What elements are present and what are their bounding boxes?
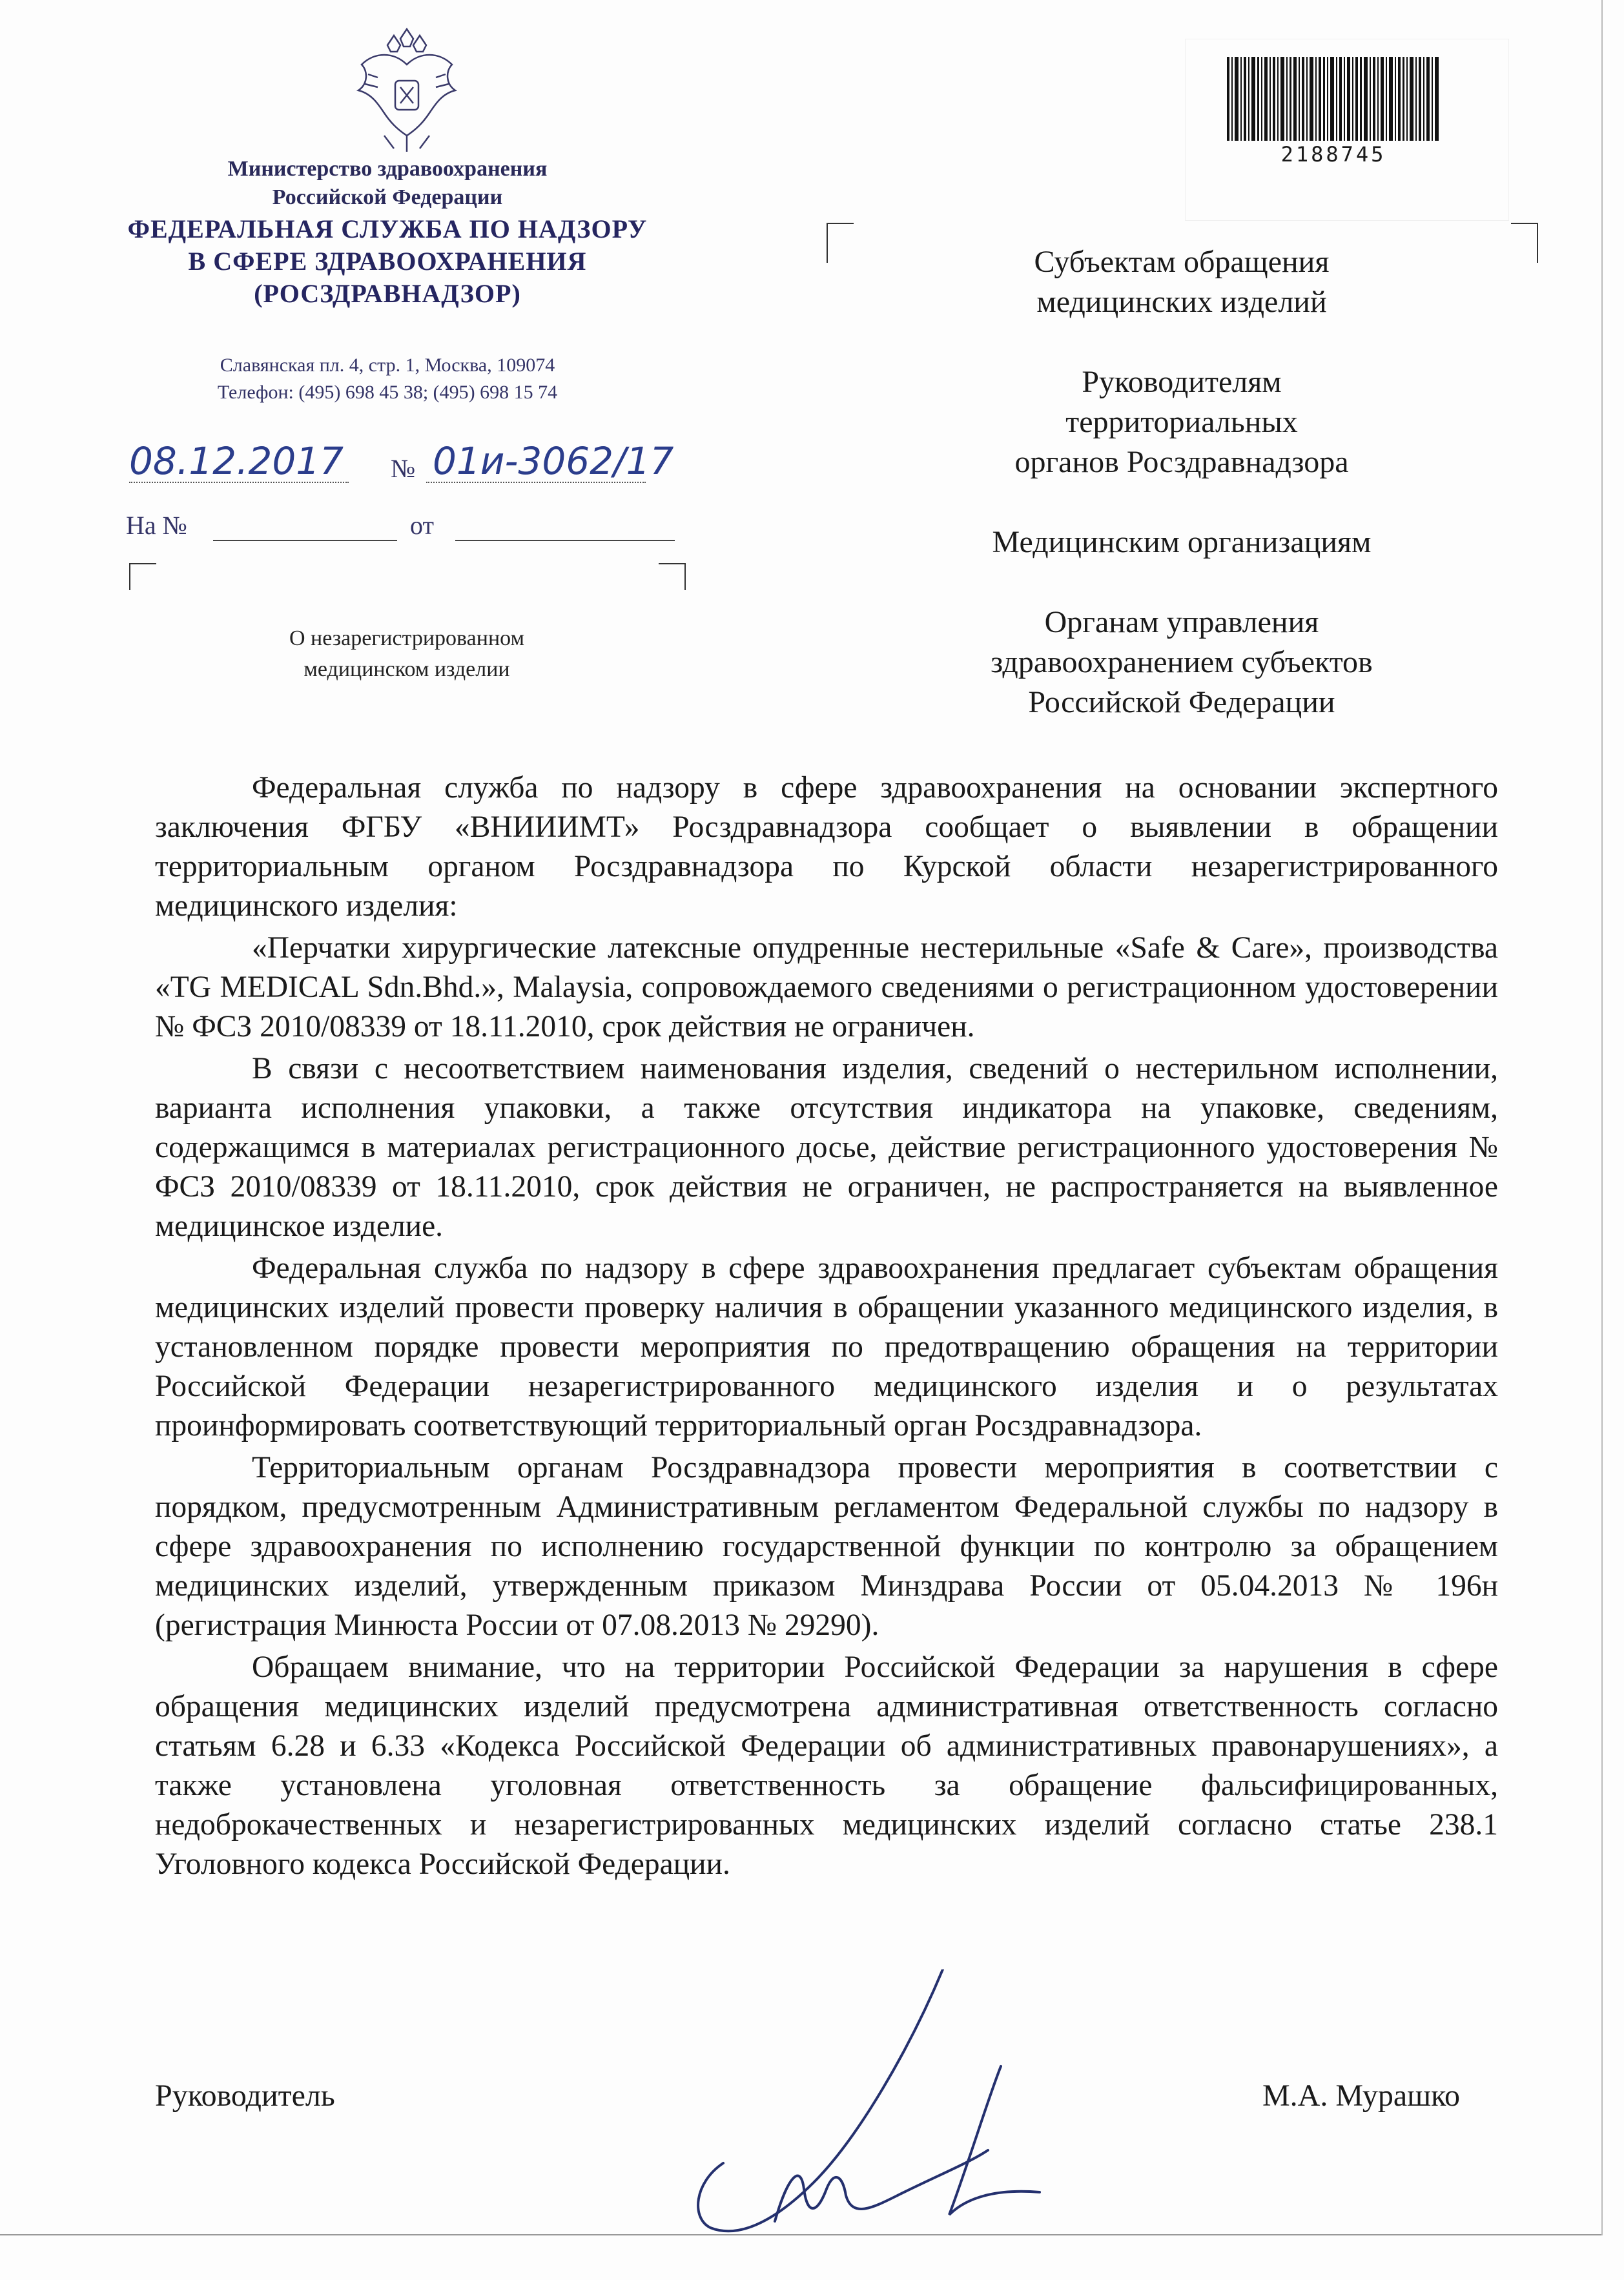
reference-date-field <box>455 540 675 541</box>
addressee-item <box>898 522 1466 562</box>
body-paragraph: Обращаем внимание, что на территории Российской Федерации за нарушения в сфере обращения медицинских изделий предусмотрена административная ответственность согласно статьям 6.28 и 6.33 «Кодекса Российской Федерации об административных правонарушениях», а также установлена уголовная ответственность за обращение фальсифицированных, недоброкачественных и незарегистрированных медицинских изделий согласно статье 238.1 Уголовного кодекса Российской Федерации. <box>155 1650 1498 1881</box>
barcode-icon <box>1227 57 1440 141</box>
addressee-line: Российской Федерации <box>1028 685 1335 719</box>
address-line: Телефон: (495) 698 45 38; (495) 698 15 74 <box>217 382 558 403</box>
bracket-corner <box>827 223 854 263</box>
addressee-list <box>898 242 1466 763</box>
ministry-line: Министерство здравоохранения <box>227 157 548 181</box>
number-sign: № <box>391 454 416 483</box>
handwritten-signature <box>665 1969 1078 2254</box>
service-line: В СФЕРЕ ЗДРАВООХРАНЕНИЯ <box>188 247 587 276</box>
addressee-line: Субъектам обращения <box>1034 245 1330 279</box>
ministry-name <box>161 155 613 212</box>
barcode-number: 2188745 <box>1280 142 1386 167</box>
body-paragraph: «Перчатки хирургические латексные опудренные нестерильные «Safe & Care», производства «TG MEDICAL Sdn.Bhd.», Malaysia, сопровождаемого сведениями о регистрационном удостоверении № ФСЗ 2010/08339 от 18.11.2010, срок действия не ограничен. <box>155 931 1498 1043</box>
addressee-line: Руководителям <box>1082 365 1282 399</box>
page-edge-bottom <box>0 2234 1601 2235</box>
addressee-item <box>898 242 1466 322</box>
subject-line: медицинском изделии <box>303 657 510 681</box>
ministry-line: Российской Федерации <box>272 185 503 209</box>
address-line: Славянская пл. 4, стр. 1, Москва, 109074 <box>220 354 555 376</box>
body-paragraph: Территориальным органам Росздравнадзора провести мероприятия в соответствии с порядком, предусмотренным Административным регламентом Федеральной службы по надзору в сфере здравоохранения по исполнению государственной функции по контролю за обращением медицинских изделий, утвержденным приказом Минздрава России от 05.04.2013 № 196н (регистрация Минюста России от 07.08.2013 № 29290). <box>155 1451 1498 1642</box>
bracket-corner <box>1511 223 1538 263</box>
addressee-item <box>898 362 1466 482</box>
body-paragraph: Федеральная служба по надзору в сфере здравоохранения предлагает субъектам обращения медицинских изделий провести проверку наличия в обращении указанного медицинского изделия, в установленном порядке провести мероприятия по предотвращению обращения на территории Российской Федерации незарегистрированного медицинского изделия и о результатах проинформировать соответствующий территориальный орган Росздравнадзора. <box>155 1251 1498 1443</box>
subject-line: О незарегистрированном <box>289 626 525 650</box>
addressee-line: органов Росздравнадзора <box>1014 445 1349 479</box>
service-line: (РОСЗДРАВНАДЗОР) <box>254 279 521 308</box>
addressee-line: медицинских изделий <box>1036 285 1327 319</box>
addressee-line: территориальных <box>1065 405 1298 439</box>
addressee-line: здравоохранением субъектов <box>991 645 1373 679</box>
reference-number-field <box>213 540 397 541</box>
addressee-line: Медицинским организациям <box>992 525 1372 559</box>
reference-prefix: На № <box>126 511 187 540</box>
letter-subject <box>194 623 620 685</box>
outgoing-number: 01и-3062/17 <box>433 439 674 483</box>
page-edge-right <box>1601 0 1603 2235</box>
reference-row <box>126 510 707 549</box>
letter-body <box>155 768 1498 1887</box>
service-line: ФЕДЕРАЛЬНАЯ СЛУЖБА ПО НАДЗОРУ <box>127 214 648 243</box>
outgoing-number-row <box>129 439 814 491</box>
reference-from-label: от <box>410 511 434 540</box>
outgoing-date: 08.12.2017 <box>129 439 344 483</box>
body-paragraph: Федеральная служба по надзору в сфере здравоохранения на основании экспертного заключения ФГБУ «ВНИИИМТ» Росздравнадзора сообщает о выявлении в обращении территориальным органом Росздравнадзора по Курской области незарегистрированного медицинского изделия: <box>155 771 1498 923</box>
bracket-corner <box>129 563 156 590</box>
coat-of-arms-icon <box>349 26 465 155</box>
service-name <box>97 213 678 310</box>
signatory-role: Руководитель <box>155 2079 335 2113</box>
address-block <box>129 352 646 406</box>
bracket-corner <box>659 563 686 590</box>
signatory-name: М.А. Мурашко <box>1262 2079 1460 2113</box>
addressee-item <box>898 602 1466 723</box>
body-paragraph: В связи с несоответствием наименования изделия, сведений о нестерильном исполнении, варианта исполнения упаковки, а также отсутствия индикатора на упаковке, сведениям, содержащимся в материалах регистрационного досье, действие регистрационного удостоверения № ФСЗ 2010/08339 от 18.11.2010, срок действия не ограничен, не распространяется на выявленное медицинское изделие. <box>155 1052 1498 1243</box>
addressee-line: Органам управления <box>1044 605 1319 639</box>
